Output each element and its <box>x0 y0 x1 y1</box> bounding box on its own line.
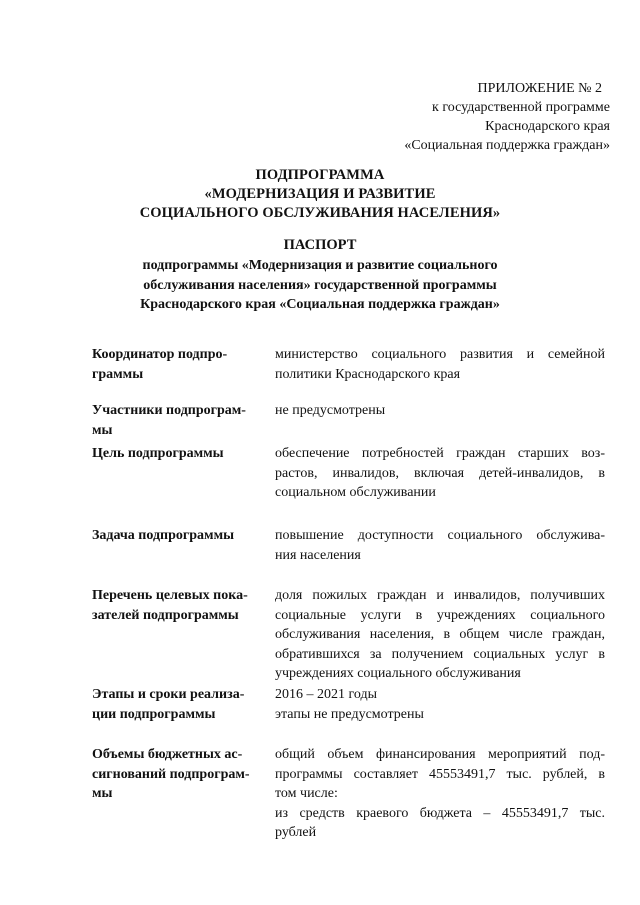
row-value-line: ния населения <box>275 547 361 563</box>
row-value-line: социальные услуги в учреждениях социального <box>275 607 605 623</box>
row-label-line: мы <box>92 422 113 438</box>
subprogram-title-line: «МОДЕРНИЗАЦИЯ И РАЗВИТИЕ <box>204 186 436 202</box>
row-value <box>275 345 605 384</box>
row-value-line: доля пожилых граждан и инвалидов, получивших <box>275 588 605 603</box>
row-value-line: не предусмотрены <box>275 403 386 418</box>
row-value <box>275 444 605 503</box>
passport-subtitle-line: Краснодарского края «Социальная поддержка граждан» <box>140 297 500 312</box>
row-label-line: зателей подпрограммы <box>92 607 239 623</box>
subprogram-title <box>0 166 640 223</box>
appendix-program-name: «Социальная поддержка граждан» <box>404 138 610 153</box>
passport-heading: ПАСПОРТ <box>283 237 357 253</box>
row-value-line: том числе: <box>275 786 338 801</box>
row-value-line: 2016 – 2021 годы <box>275 687 378 702</box>
passport-subtitle-line: подпрограммы «Модернизация и развитие социального <box>142 258 498 273</box>
row-value-line: рублей <box>275 825 317 840</box>
row-value-line: обратившихся за получением социальных услуг в <box>275 646 605 662</box>
row-label-line: Перечень целевых пока- <box>92 588 248 603</box>
row-value <box>275 526 605 565</box>
row-label <box>92 345 260 384</box>
row-value <box>275 685 605 724</box>
row-value-line: политики Краснодарского края <box>275 366 461 382</box>
row-label-line: граммы <box>92 366 144 382</box>
row-label <box>92 586 260 625</box>
row-value-line: этапы не предусмотрены <box>275 706 424 722</box>
row-label-line: Объемы бюджетных ас- <box>92 747 243 762</box>
row-label-line: ции подпрограммы <box>92 706 216 722</box>
row-label <box>92 685 260 724</box>
row-value-line: учреждениях социального обслуживания <box>275 666 521 681</box>
appendix-number: ПРИЛОЖЕНИЕ № 2 <box>477 81 602 96</box>
row-value-line: министерство социального развития и семейной <box>275 347 605 362</box>
row-label-line: Задача подпрограммы <box>92 528 235 543</box>
row-value-line: программы составляет 45553491,7 тыс. рублей, в <box>275 766 605 782</box>
row-label-line: Этапы и сроки реализа- <box>92 687 245 702</box>
row-label-line: Координатор подпро- <box>92 347 228 362</box>
appendix-region: Краснодарского края <box>485 119 610 134</box>
row-value <box>275 586 605 684</box>
row-label <box>92 401 260 440</box>
row-value-line: общий объем финансирования мероприятий под- <box>275 747 605 762</box>
row-label-line: сигнований подпрограм- <box>92 766 250 782</box>
row-label <box>92 444 260 464</box>
row-label <box>92 745 260 804</box>
appendix-header <box>350 79 610 155</box>
row-label <box>92 526 260 546</box>
subprogram-title-line: ПОДПРОГРАММА <box>255 167 385 183</box>
row-value-line: из средств краевого бюджета – 45553491,7 тыс. <box>275 805 605 821</box>
row-value-line: повышение доступности социального обслужива- <box>275 528 605 543</box>
row-label-line: мы <box>92 786 113 801</box>
row-value-line: социальном обслуживании <box>275 485 436 500</box>
row-value <box>275 401 605 421</box>
row-value-line: растов, инвалидов, включая детей-инвалидов, в <box>275 465 605 481</box>
passport-subtitle <box>0 256 640 315</box>
appendix-reference: к государственной программе <box>432 100 610 115</box>
row-value-line: обслуживания населения, в общем числе граждан, <box>275 627 605 642</box>
row-value-line: обеспечение потребностей граждан старших воз- <box>275 446 605 461</box>
passport-subtitle-line: обслуживания населения» государственной программы <box>143 277 497 293</box>
row-value <box>275 745 605 843</box>
row-label-line: Цель подпрограммы <box>92 446 224 461</box>
subprogram-title-line: СОЦИАЛЬНОГО ОБСЛУЖИВАНИЯ НАСЕЛЕНИЯ» <box>139 205 501 221</box>
row-label-line: Участники подпрограм- <box>92 403 246 418</box>
